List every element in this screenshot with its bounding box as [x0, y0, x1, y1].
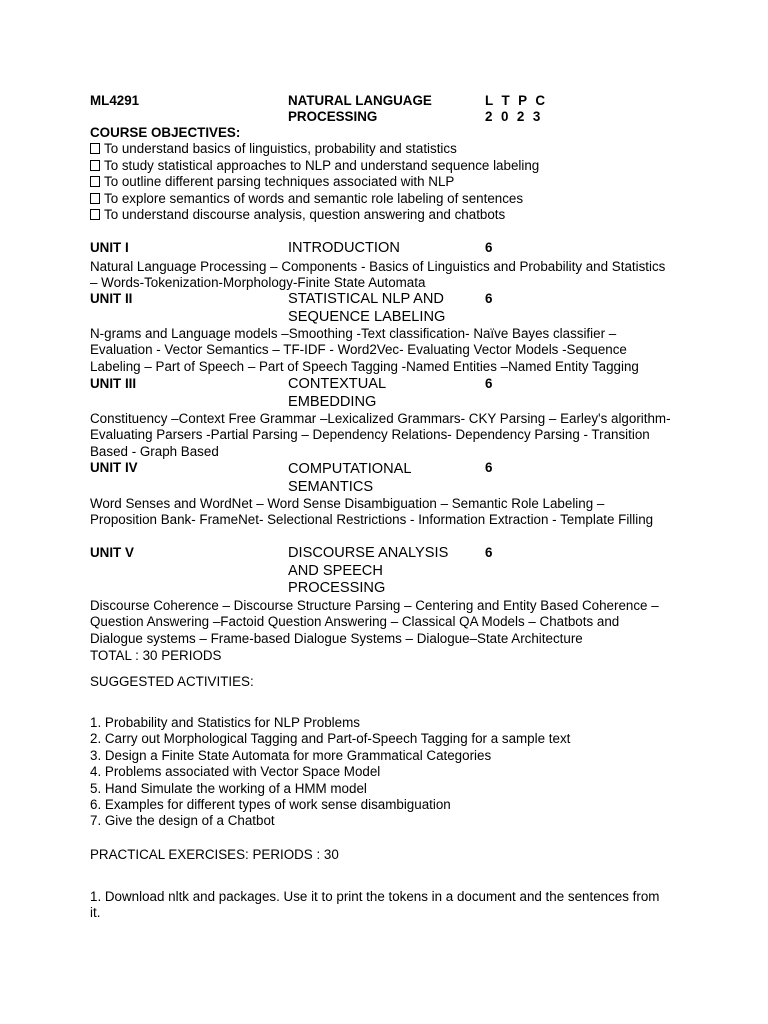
unit-content: Word Senses and WordNet – Word Sense Disambiguation – Semantic Role Labeling – Proposition Bank- FrameNet- Selectional Restrictions - Information Extraction - Template Filling — [90, 496, 654, 528]
activity-item: 2. Carry out Morphological Tagging and Part-of-Speech Tagging for a sample text — [90, 731, 571, 747]
box-bullet-icon — [90, 209, 100, 220]
box-bullet-icon — [90, 143, 100, 154]
unit-label: UNIT III — [90, 376, 137, 391]
unit-label: UNIT V — [90, 545, 134, 560]
objective-item: To understand discourse analysis, question answering and chatbots — [90, 207, 539, 223]
ltpc-block — [485, 93, 547, 126]
activity-item: 5. Hand Simulate the working of a HMM model — [90, 780, 367, 796]
box-bullet-icon — [90, 176, 100, 187]
activities-list — [90, 715, 570, 830]
unit-hours: 6 — [485, 545, 493, 560]
practical-item: 1. Download nltk and packages. Use it to print the tokens in a document and the sentences from it. — [90, 889, 660, 921]
activity-item: 6. Examples for different types of work sense disambiguation — [90, 796, 451, 812]
box-bullet-icon — [90, 160, 100, 171]
unit-hours: 6 — [485, 460, 493, 475]
unit-content: N-grams and Language models –Smoothing -Text classification- Naïve Bayes classifier – Evaluation - Vector Semantics – TF-IDF - Word2Vec- Evaluating Vector Models -Sequence Labeling – Part of Speech – Part of Speech Tagging -Named Entities –Named Entity Tagging — [90, 326, 639, 374]
objectives-section — [90, 125, 539, 223]
course-title — [288, 93, 432, 126]
unit-title: CONTEXTUAL EMBEDDING — [288, 376, 386, 410]
activity-item: 4. Problems associated with Vector Space Model — [90, 764, 381, 780]
practical-heading: PRACTICAL EXERCISES: PERIODS : 30 — [90, 847, 339, 862]
activity-item: 7. Give the design of a Chatbot — [90, 813, 275, 829]
activity-item: 3. Design a Finite State Automata for more Grammatical Categories — [90, 747, 492, 763]
course-title-line1: NATURAL LANGUAGE — [288, 93, 432, 108]
unit-hours: 6 — [485, 240, 493, 255]
ltpc-values: 2 0 2 3 — [485, 109, 543, 125]
objective-item: To understand basics of linguistics, probability and statistics — [90, 141, 539, 157]
unit-label: UNIT II — [90, 291, 133, 306]
unit-title: COMPUTATIONAL SEMANTICS — [288, 461, 411, 495]
unit-content: Discourse Coherence – Discourse Structure Parsing – Centering and Entity Based Coherence – Question Answering –Factoid Question Answering – Classical QA Models – Chatbots and Dialogue systems – Frame-based Dialogue Systems – Dialogue–State Architecture — [90, 598, 659, 646]
unit-label: UNIT IV — [90, 460, 138, 475]
unit-content: Constituency –Context Free Grammar –Lexicalized Grammars- CKY Parsing – Earley's algorithm-Evaluating Parsers -Partial Parsing – Dependency Relations- Dependency Parsing - Transition Based - Graph Based — [90, 411, 671, 459]
unit-hours: 6 — [485, 376, 493, 391]
box-bullet-icon — [90, 193, 100, 204]
objective-item: To study statistical approaches to NLP and understand sequence labeling — [90, 158, 539, 174]
total-periods: TOTAL : 30 PERIODS — [90, 648, 222, 663]
unit-content: Natural Language Processing – Components - Basics of Linguistics and Probability and Statistics – Words-Tokenization-Morphology-Finite State Automata — [90, 259, 666, 291]
unit-title: DISCOURSE ANALYSIS AND SPEECH PROCESSING — [288, 545, 449, 596]
unit-title: STATISTICAL NLP AND SEQUENCE LABELING — [288, 291, 446, 325]
objective-item: To explore semantics of words and semantic role labeling of sentences — [90, 191, 539, 207]
course-title-line2: PROCESSING — [288, 109, 378, 125]
activities-heading: SUGGESTED ACTIVITIES: — [90, 674, 254, 689]
unit-label: UNIT I — [90, 240, 129, 255]
unit-title: INTRODUCTION — [288, 240, 400, 256]
unit-hours: 6 — [485, 291, 493, 306]
course-code: ML4291 — [90, 93, 140, 108]
activity-item: 1. Probability and Statistics for NLP Problems — [90, 715, 360, 730]
ltpc-label: L T P C — [485, 93, 548, 108]
objectives-heading: COURSE OBJECTIVES: — [90, 125, 241, 140]
objective-item: To outline different parsing techniques associated with NLP — [90, 174, 539, 190]
